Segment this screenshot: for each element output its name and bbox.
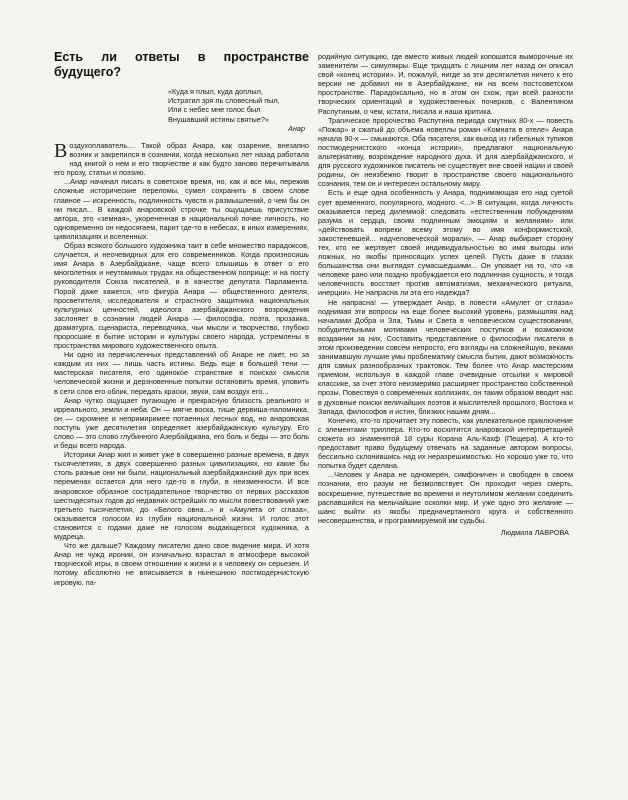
- epigraph-line: Или с небес мне голос был: [168, 105, 261, 115]
- paragraph: ...Анар начинал писать в советское время, но, как и все мы, пережив сложные исторические переломы, сумел сохранить в своем слове главное — искренность, подлинность чувств и размышлений, о чем бы он ни писал... В каждой анаровской строчке ты ощущаешь присутствие автора, это «земная», укорененная в национальной почве личность, но одновременно он недосягаем, парит где-то в небесах, в иных измерениях, цивилизациях и вселенных.: [54, 177, 309, 241]
- paragraph: Есть и еще одна особенность у Анара, поднимающая его над суетой сует временного, популярного, модного. <...> В ситуации, когда личность оказывается перед дилеммой: следовать «естественным побуждениям разума и сердца, своим подлинным эмоциям и желаниям» или «действовать вопреки всему этому во имя конформистской, закостеневшей... надчеловеческой морали», — Анар выбирает сторону тех, кто не жертвует своей индивидуальностью во имя выгоды или ложных, но якобы приносящих успех целей. Пусть даже в глазах большинства они выглядят сумасшедшими... Он уповает на то, что «в человеке рано или поздно пробуждается его подлинная сущность, и тогда человечность восстает против автоматизма, механического ритуала, инерции». Не напрасна ли эта его надежда?: [318, 188, 573, 298]
- left-column: [54, 50, 309, 587]
- paragraph: Анар чутко ощущает пугающую и прекрасную близость реального и ирреального, земли и неба. Он — мягче воска, тише дервиша-паломника, он — скромнее и непримиримее потаенных лесных вод, но анаровская поступь уже десятилетия определяет азербайджанскую культуру. Его слово — это слово глубинного Азербайджана, его боль и беды — это боль и беды всего народа.: [54, 395, 309, 451]
- epigraph: [54, 87, 309, 133]
- right-column: [318, 52, 573, 537]
- paragraph: Историки Анар жил и живет уже в совершенно разные времена, в двух тысячелетиях, в двух совершенно разных цивилизациях, но какие бы столь разные они ни были, национальный азербайджанский дух при всех переменах остается для него где-то в глуби, в неизменности. И все анаровское образное сострадательное творчество от первых рассказов шестидесятых годов до недавних острейших по мысли повествований уже третьего тысячелетия, до «Белого овна...» и «Амулета от сглаза», оказывается голосом из глубин национальной жизни. И голос этот становится с годами даже не голосом выдающегося художника, а мудреца.: [54, 450, 309, 542]
- drop-cap: В: [54, 140, 68, 163]
- paragraph: Что же дальше? Каждому писателю дано свое видение мира. И хотя Анар не чужд иронии, он изначально взрастал в атмосфере высокой творческой игры, в своем отношении к жизни и к человеку он серьезен. И потому абсолютно не вписывается в нынешнюю постмодернистскую игровую, па-: [54, 541, 309, 587]
- paragraph-text: оздухоплаватель.... Такой образ Анара, как озарение, внезапно возник и закрепился в сознании, когда несколько лет назад работала над книгой о нем и его творчестве и как будто заново перечитывала его прозу, статьи и поэзию.: [54, 141, 309, 178]
- paragraph: Образ всякого большого художника таит в себе множество парадоксов, случается, и неочевидных для его современников. Когда произносишь имя Анара в Азербайджане, чаще всего слышишь в ответ о его многолетних и неутомимых трудах на общественном поприще: и на посту руководителя Союза писателей, и в качестве депутата Парламента. Порой даже кажется, что фигура Анара — общественного деятеля, просветителя, исследователя и страстного защитника национальных культурных ценностей, идеолога азербайджанского возрождения заслоняет в сознании людей Анара — философа, поэта, прозаика, драматурга, сценариста, переводчика, чьи мысли и творчество, глубоко проросшие в бытие истории и культуры своего народа, устремлены в пространства мирового художественного опыта.: [54, 241, 309, 351]
- paragraph: [54, 141, 309, 177]
- paragraph: Трагическое пророчество Распутина периода смутных 80-х — повесть «Пожар» и сжатый до объема новеллы роман «Комната в отеле» Анара начала 90-х — смыкаются. Оба писателя, как выход из гибельных тупиков постмодернистского «конца истории», предлагают национальную альтернативу, возрождение народного духа. И для азербайджанского, и для русского художников писатель не существует вне своей нации и своей родины, он неизбежно творит в пространстве своего национального сознания, тем он и интересен остальному миру.: [318, 115, 573, 189]
- epigraph-line: «Куда я плыл, куда доплыл,: [168, 87, 263, 96]
- paragraph: Не напрасна! — утверждает Анар, в повести «Амулет от сглаза» поднимая эти вопросы на еще более высокий уровень, размышляя над началами Добра и Зла, Тьмы и Света в человеческом существовании, побудительными мотивами человеческих поступков и возможном воздаянии за них. Составить представление о философии писателя в этом произведении совсем непросто, его взгляды на сложнейшую, веками занимавшую лучшие умы проблематику смысла бытия, дают возможность для самых разнообразных трактовок. Тем более что Анар мастерским приемом, используя в каждой главе очевидные отсылки к мировой классике, за счет этого неизмеримо расширяет пространство собственной прозы. Повествуя о современных коллизиях, он таким образом вводит нас в духовные поиски величайших поэтов и мыслителей прошлого, Востока и Запада, философов и истин, близких нашим дням...: [318, 297, 573, 416]
- paragraph: родийную ситуацию, где вместо живых людей копошатся выморочные их заменители — симулякры. Еще тридцать с лишним лет назад он описал свой «конец истории». И, пожалуй, нигде за эти десятилетия ничего к его версии не добавил ни в Азербайджане, ни на всем постсоветском пространстве. Парадоксально, но в этом он схож, при всей разности творческих ориентаций и художественных почерков, с Валентином Распутиным, о чем, кстати, писала и наша критика.: [318, 52, 573, 116]
- epigraph-line: Внушавший истины святые?»: [168, 114, 269, 124]
- epigraph-author: Анар: [288, 123, 305, 133]
- paragraph: Конечно, кто-то прочитает эту повесть, как увлекательное приключение с элементами триллера. Кто-то восхитится анаровской интерпретацией сюжета из знаменитой 18 суры Корана Аль-Кахф (Пещера). А кто-то предоставит право будущему отвечать на заданные автором вопросы, бессильно склонившись над их неразрешимостью. Но хорошо уже то, что попытка будет сделана.: [318, 415, 573, 471]
- epigraph-line: Истратил зря ль словесный пыл,: [168, 96, 280, 106]
- paragraph: ...Человек у Анара не одномерен, симфоничен и свободен в своем познании, его разум не безмолвствует. Он проходит через смерть, воскрешение, путешествие во времени и неутолимом желании соединить распавшийся на мельчайшие осколки мир. И уже одно это желание — шанс выйти из якобы предначертанного круга и собственного несовершенства, и программируемой им судьбы.: [318, 470, 573, 525]
- author-signature: Людмила ЛАВРОВА: [500, 527, 569, 537]
- article-title: Есть ли ответы в пространстве будущего?: [54, 50, 309, 79]
- paragraph: Ни одно из перечисленных представлений об Анаре не лжет, но за каждым из них — лишь часть истины. Ведь еще в большей тени — мастерская писателя, его одинокое странствие в поисках смысла человеческой жизни и дерзновенные попытки остановить время, уловить в сети слов его облик, передать краски, звуки, сам воздух его...: [54, 350, 309, 396]
